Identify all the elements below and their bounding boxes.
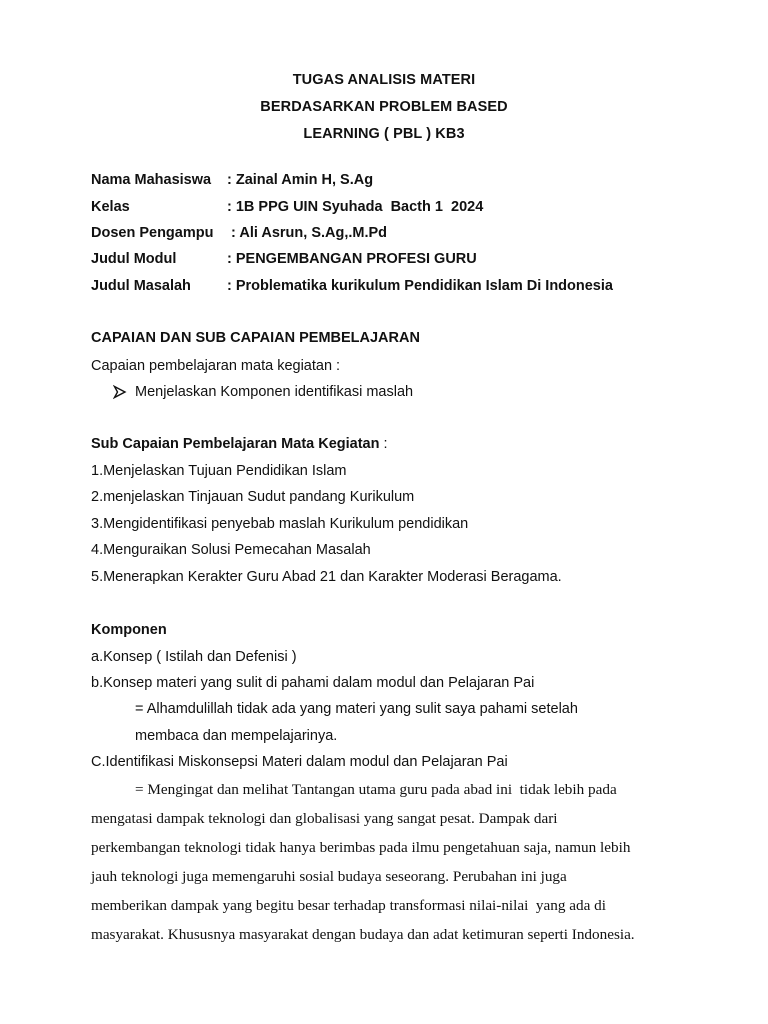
info-label-kelas: Kelas	[91, 199, 130, 215]
sub-capaian-item: 4.Menguraikan Solusi Pemecahan Masalah	[91, 542, 371, 558]
document-title-line-2: BERDASARKAN PROBLEM BASED	[260, 99, 508, 115]
komponen-item-c: C.Identifikasi Miskonsepsi Materi dalam modul dan Pelajaran Pai	[91, 754, 508, 770]
info-value-nama: : Zainal Amin H, S.Ag	[227, 172, 374, 188]
info-value-judul-masalah: : Problematika kurikulum Pendidikan Islam Di Indonesia	[227, 278, 613, 294]
document-title-line-1: TUGAS ANALISIS MATERI	[292, 72, 476, 88]
info-label-dosen: Dosen Pengampu	[91, 225, 214, 241]
komponen-heading: Komponen	[91, 622, 167, 638]
sub-capaian-item: 3.Mengidentifikasi penyebab maslah Kurikulum pendidikan	[91, 516, 469, 532]
komponen-c-answer-line: masyarakat. Khususnya masyarakat dengan budaya dan adat ketimuran seperti Indonesia.	[91, 926, 635, 943]
info-value-kelas: : 1B PPG UIN Syuhada Bacth 1 2024	[227, 199, 484, 215]
komponen-c-answer-line: jauh teknologi juga memengaruhi sosial budaya seseorang. Perubahan ini juga	[91, 868, 567, 885]
sub-capaian-heading	[91, 435, 388, 453]
komponen-item-a: a.Konsep ( Istilah dan Defenisi )	[91, 649, 297, 665]
document-title-line-3: LEARNING ( PBL ) KB3	[303, 126, 465, 142]
sub-capaian-heading-suffix: :	[379, 436, 388, 452]
komponen-item-b: b.Konsep materi yang sulit di pahami dalam modul dan Pelajaran Pai	[91, 675, 535, 691]
komponen-c-answer-line: memberikan dampak yang begitu besar terhadap transformasi nilai-nilai yang ada di	[91, 897, 606, 914]
sub-capaian-item: 5.Menerapkan Kerakter Guru Abad 21 dan Karakter Moderasi Beragama.	[91, 569, 562, 585]
info-label-judul-masalah: Judul Masalah	[91, 278, 191, 294]
komponen-b-answer-line-1: = Alhamdulillah tidak ada yang materi yang sulit saya pahami setelah	[135, 701, 578, 717]
info-label-judul-modul: Judul Modul	[91, 251, 177, 267]
sub-capaian-heading-text: Sub Capaian Pembelajaran Mata Kegiatan	[91, 436, 380, 452]
info-label-nama: Nama Mahasiswa	[91, 172, 212, 188]
arrowhead-bullet-icon	[113, 384, 127, 400]
capaian-intro: Capaian pembelajaran mata kegiatan :	[91, 358, 341, 374]
komponen-c-answer-line: mengatasi dampak teknologi dan globalisasi yang sangat pesat. Dampak dari	[91, 810, 558, 827]
sub-capaian-item: 1.Menjelaskan Tujuan Pendidikan Islam	[91, 463, 347, 479]
komponen-c-answer-line: perkembangan teknologi tidak hanya berimbas pada ilmu pengetahuan saja, namun lebih	[91, 839, 631, 856]
komponen-c-answer-line: = Mengingat dan melihat Tantangan utama guru pada abad ini tidak lebih pada	[135, 781, 617, 798]
sub-capaian-item: 2.menjelaskan Tinjauan Sudut pandang Kurikulum	[91, 489, 415, 505]
capaian-bullet-item: Menjelaskan Komponen identifikasi maslah	[135, 384, 414, 400]
info-value-dosen: : Ali Asrun, S.Ag,.M.Pd	[227, 225, 388, 241]
capaian-heading: CAPAIAN DAN SUB CAPAIAN PEMBELAJARAN	[91, 330, 420, 346]
info-value-judul-modul: : PENGEMBANGAN PROFESI GURU	[227, 251, 477, 267]
komponen-b-answer-line-2: membaca dan mempelajarinya.	[135, 728, 338, 744]
